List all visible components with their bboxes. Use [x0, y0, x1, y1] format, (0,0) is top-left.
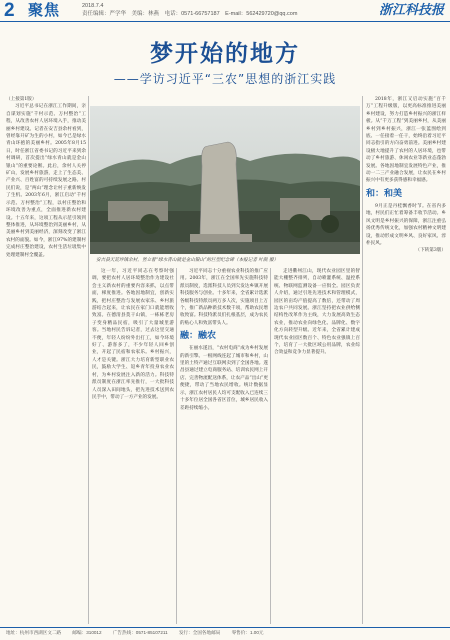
article-column-2	[92, 268, 174, 624]
headline: 梦开始的地方	[150, 41, 300, 67]
article-column-5	[366, 96, 446, 624]
article-column-3	[180, 268, 268, 624]
photo-illustration	[90, 106, 360, 254]
subhead: ——学访习近平“三农”思想的浙江实践	[113, 72, 337, 86]
photo-caption: 安吉县天荒坪镇余村，竖立着“绿水青山就是金山银山”的巨型纪念碑（本报记者 叶凯 摄）	[96, 258, 279, 263]
editor: 责任编辑：严学华	[82, 11, 127, 17]
feature-photo	[90, 106, 360, 254]
column-5-text: 2018年，浙江又启动实施“百千万”工程升级版，以更高标准推进美丽乡村建设，努力打造乡村振兴的浙江样板。从“千万工程”到美丽乡村，从美丽乡村到乡村振兴，浙江一张蓝图绘到底、一任接着一任干，始终沿着习近平同志指引的方向奋勇前进。美丽乡村建设极大地提升了农村的人居环境，也带动了乡村旅游、休闲农业等新业态蓬勃发展。各地因地制宜发展特色产业，推动一二三产业融合发展，让农民在乡村振兴中有更多获得感和幸福感。	[366, 97, 446, 184]
column-rule	[88, 96, 89, 624]
footer-postcode: 邮编：310012	[72, 630, 102, 635]
article-column-4	[274, 268, 360, 624]
footer-price: 零售价：1.00元	[231, 630, 264, 635]
paper-logo: 浙江科技报	[378, 3, 444, 18]
page-number: 2	[4, 0, 15, 21]
continued-note: （下转第3版）	[415, 248, 446, 254]
section-name: 聚焦	[28, 2, 61, 19]
footer-address: 地址：杭州市西湖区文二路	[6, 630, 62, 635]
masthead	[0, 0, 450, 22]
column-3b-text: 在丽水遂昌，“农村电商”成为乡村发展的新引擎。一根网线连起了城市和乡村，山里的土特产通过互联网卖到了全国各地。遂昌县通过建立电商服务站、培训农民网上开店、完善物流配送体系，让农产品“出山”更便捷，带动了当地农民增收。统计数据显示，浙江农村居民人均可支配收入已连续三十多年位居全国各省区首位，城乡居民收入差距持续缩小。	[180, 346, 268, 411]
phone: 电话：0571-66757187	[164, 11, 220, 17]
email: E-mail：562429720@qq.com	[225, 11, 298, 17]
section-heading-harmony: 和：和美	[366, 188, 403, 199]
footer-subscribe: 发行：全国各地邮局	[178, 630, 221, 635]
designer: 美编：林燕	[131, 11, 160, 17]
column-5b-text: 9月正是丹桂飘香时节。在省内多地，村民们正忙着筹备丰收节活动。乡风文明是乡村振兴的保障，浙江注重弘扬优秀传统文化，加强农村精神文明建设，推动形成文明乡风、良好家风、淳朴民风。	[366, 203, 446, 246]
article-column-1	[6, 96, 86, 624]
issue-date: 2018.7.4	[82, 3, 104, 9]
column-2-text: 这一年，习近平同志在考察时强调，要把农村人居环境整治作为建设社会主义新农村的重要内容来抓，以点带面，梯度推进。各地因地制宜，创新实践，把村庄整治与发展农家乐、乡村旅游结合起来，让农民在家门口就能增收致富。在德清县莫干山镇，一栋栋老房子变身精品民宿，吸引了大量城里游客。当地村民告诉记者，过去这里交通不便，年轻人纷纷外出打工，如今环境好了、游客多了，不少年轻人回乡创业，开起了民宿和农家乐。乡村振兴，人才是关键。浙江大力培育新型职业农民，鼓励大学生、返乡青年投身农业农村，为乡村发展注入新的活力。科技特派员制度在浙江率先推行，一大批科技人员深入田间地头，把先进技术送到农民手中，带动了一方产业的发展。	[92, 269, 174, 400]
footer	[0, 627, 450, 640]
footer-ad-phone: 广告热线：0571-85107211	[112, 630, 168, 635]
column-4-text: 走进衢州江山，现代农业园区里的智能大棚整齐排列，自动喷灌系统、温控系统、物联网监测设备一应俱全。园区负责人介绍，通过引进先进技术和管理模式，园区的亩均产值提高了数倍，还带动了周边农户共同发展。浙江坚持把农业供给侧结构性改革作为主线，大力发展高效生态农业，推动农业向绿色化、品牌化、数字化方向转型升级。近年来，全省累计建成现代农业园区数百个、特色农业强镇上百个，培育了一大批区域公用品牌，农业综合效益和竞争力显著提升。	[274, 269, 360, 356]
section-heading-integrate: 融：融农	[180, 331, 217, 342]
masthead-meta	[82, 2, 305, 18]
byline: （上接第1版）	[6, 97, 37, 102]
column-rule	[176, 268, 177, 624]
column-3-text: 习近平同志十分重视农业科技的推广应用。2003年，浙江在全国率先实施科技特派员制度，选派科技人员到欠发达乡镇开展科技服务与创业。十多年来，全省累计选派各级科技特派员两万多人次，实施项目上万个，推广新品种新技术数千项，帮助农民增收致富。科技特派员们扎根基层，成为农民的贴心人和致富带头人。	[180, 269, 268, 326]
column-rule	[362, 96, 363, 624]
column-1-text: 习近平总书记在浙江工作期间，亲自谋划实施“千村示范、万村整治”工程，从改善农村人居环境入手，推动美丽乡村建设。记者在安吉县余村看到，曾经靠开矿为生的小村，如今已是绿水青山环抱的美丽乡村。2005年8月15日，时任浙江省委书记的习近平来到余村调研，首次提出“绿水青山就是金山银山”的重要论断。此后，余村人关停矿山，发展乡村旅游，走上了生态美、产业兴、百姓富的可持续发展之路。村民们说，是“两山”理念让村子重新焕发了生机。2003年6月，浙江启动“千村示范、万村整治”工程，以村庄整治和环境改善为重点，全面推进新农村建设。十五年来，这项工程从示范引领到整体推进，从环境整治到美丽乡村，从美丽乡村到美丽经济，深刻改变了浙江农村的面貌。如今，浙江97%的建制村完成村庄整治建设，农村生活垃圾集中处理建制村全覆盖。	[6, 104, 86, 258]
column-rule	[270, 268, 271, 624]
